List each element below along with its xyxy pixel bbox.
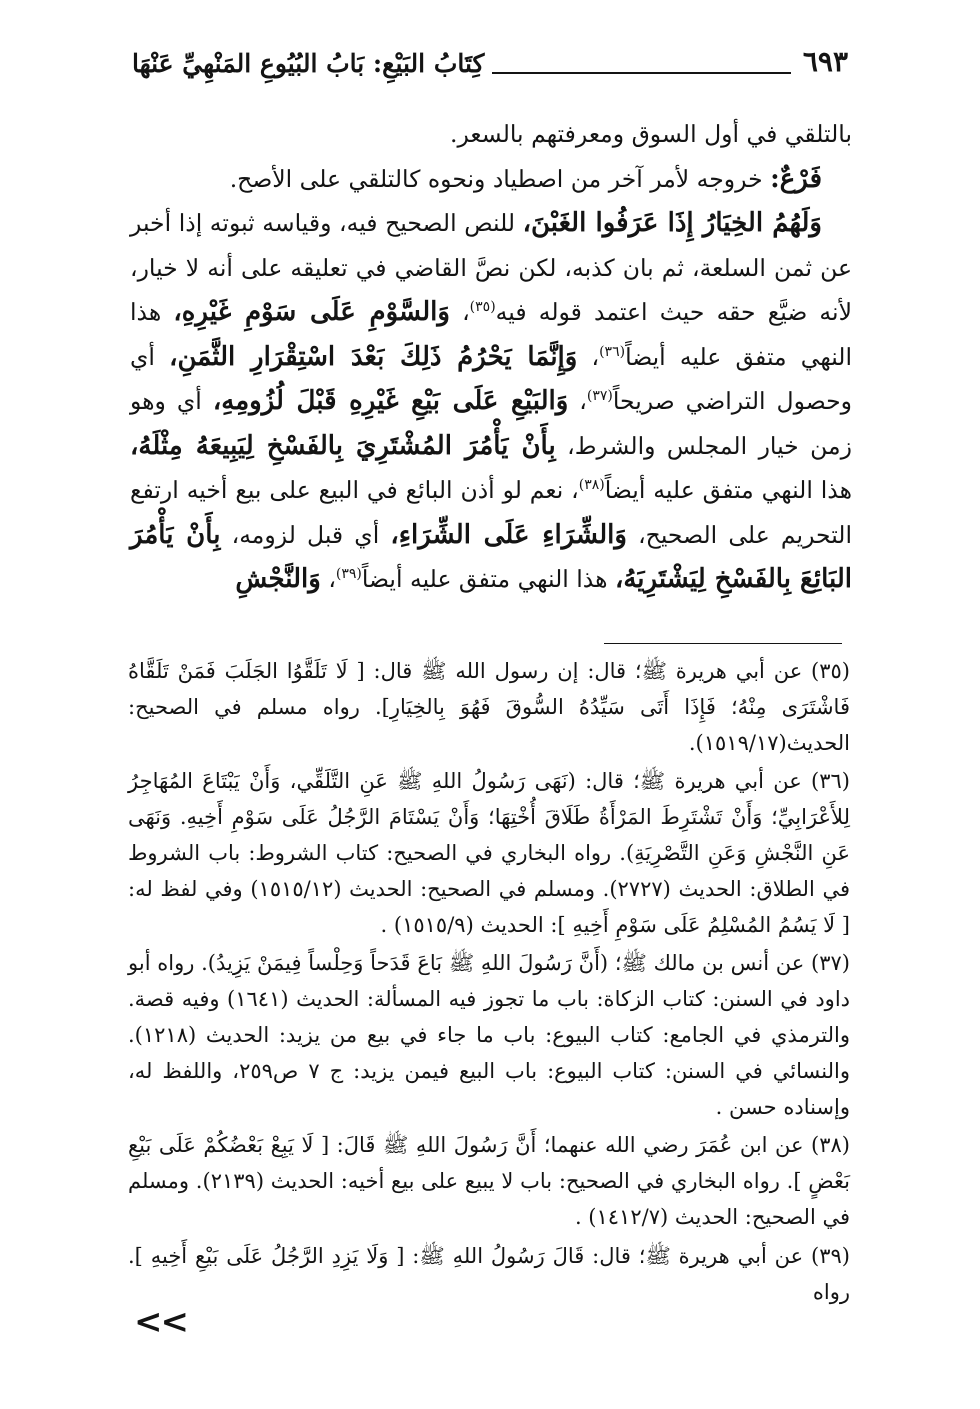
continuation-mark: << — [134, 1302, 187, 1342]
footnote-ref: (٣٦) — [599, 343, 626, 360]
matn-text: بِأَنْ يَأْمُرَ المُشْتَرِيَ بِالفَسْخِ لِيَبِيعَهُ مِثْلَهُ، — [130, 430, 556, 461]
sharh-text: هذا النهي متفق عليه أيضاً — [130, 298, 852, 371]
matn-text: وَلَهُمُ الخِيَارُ إِذَا عَرَفُوا الغَبْنَ، — [522, 208, 822, 238]
sharh-text: للنص الصحيح فيه، وقياسه ثبوته إذا أخبر عن ثمن السلعة، ثم بان كذبه، لكن نصَّ القاضي في تعليقه على أنه لا خيار، لأنه ضيَّع حقه حيث اعتمد قوله فيه — [130, 209, 852, 326]
paragraph — [130, 157, 852, 202]
footnote-39: (٣٩) عن أبي هريرة ﷺ؛ قال: قَالَ رَسُولُ اللهِ ﷺ: [ وَلَا يَزِدِ الرَّجُلُ عَلَى بَيْعِ أَخِيهِ ]. رواه — [128, 1243, 850, 1304]
footnote-35: (٣٥) عن أبي هريرة ﷺ؛ قال: إن رسول الله ﷺ قال: [ لَا تَلَقَّوُا الجَلَبَ فَمَنْ تَلَقَّاهُ فَاشْتَرَى مِنْهُ؛ فَإِذَا أَتَى سَيِّدُهُ السُّوقَ فَهُوَ بِالخِيَارِ]. رواه مسلم في الصحيح: الحديث(١٥١٩/١٧). — [128, 659, 850, 755]
matn-text: وَالشِّرَاءِ عَلَى الشِّرَاءِ، — [390, 519, 627, 550]
footnote-separator — [604, 643, 842, 644]
far-label: فَرْعٌ: — [770, 163, 822, 194]
sharh-text: ، — [320, 565, 336, 593]
footnote-ref: (٣٥) — [469, 299, 496, 316]
paragraph-text: خروجه لأمر آخر من اصطياد ونحوه كالتلقي على الأصح. — [229, 164, 771, 193]
matn-text: وَالسَّوْمِ عَلَى سَوْمِ غَيْرِهِ، — [173, 297, 450, 327]
sharh-text: أي وحصول التراضي صريحاً — [130, 342, 852, 415]
matn-text: بِأَنْ يَأْمُرَ البَائِعَ بِالفَسْخِ لِيَشْتَرِيَهُ، — [130, 519, 852, 594]
footnote-ref: (٣٧) — [586, 388, 613, 405]
main-text — [130, 112, 852, 602]
paragraph — [130, 201, 852, 602]
sharh-text: ، نعم لو أذن البائع في البيع على بيع أخيه ارتفع التحريم على الصحيح، — [130, 476, 852, 549]
matn-text: وَالبَيْعِ عَلَى بَيْعِ غَيْرِهِ قَبْلَ لُزُومِهِ، — [212, 386, 569, 416]
sharh-text: أي قبل لزومه، — [220, 520, 391, 549]
footnotes — [128, 654, 850, 1313]
matn-text: وَالنَّجْشِ — [235, 564, 321, 594]
paragraph: بالتلقي في أول السوق ومعرفتهم بالسعر. — [450, 120, 852, 148]
running-header — [132, 38, 852, 86]
matn-text: وَإِنَّمَا يَحْرُمُ ذَلِكَ بَعْدَ اسْتِقْرَارِ الثَّمَنِ، — [169, 341, 578, 372]
sharh-text: ، — [449, 298, 470, 326]
footnote-ref: (٣٩) — [335, 566, 362, 583]
footnote-36: (٣٦) عن أبي هريرة ﷺ؛ قال: (نَهَى رَسُولُ اللهِ ﷺ عَنِ التَّلَقِّي، وَأَنْ يَبْتَاعَ المُهَاجِرُ لِلأَعْرَابِيِّ؛ وَأَنْ تَشْتَرِطَ المَرْأَةُ طَلَاقَ أُخْتِهَا؛ وَأَنْ يَسْتَامَ الرَّجُلُ عَلَى سَوْمِ أَخِيهِ. وَنَهَى عَنِ النَّجْشِ وَعَنِ التَّصْرِيَةِ). رواه البخاري في الصحيح: كتاب الشروط: باب الشروط في الطلاق: الحديث (٢٧٢٧). ومسلم في الصحيح: الحديث (١٥١٥/١٢) وفي لفظ له: [ لَا يَسُمُ المُسْلِمُ عَلَى سَوْمِ أَخِيهِ ]: الحديث (١٥١٥/٩) . — [128, 769, 850, 937]
page-number: ٦٩٣ — [802, 45, 848, 78]
header-rule — [492, 72, 790, 74]
sharh-text: ، — [577, 342, 600, 371]
sharh-text: ، — [568, 387, 587, 415]
sharh-text: هذا النهي متفق عليه أيضاً — [604, 476, 852, 504]
footnote-ref: (٣٨) — [578, 477, 605, 494]
footnote-37: (٣٧) عن أنس بن مالك ﷺ؛ (أَنَّ رَسُولَ اللهِ ﷺ بَاعَ قَدَحاً وَحِلْساً فِيمَنْ يَزِيدُ). رواه أبو داود في السنن: كتاب الزكاة: باب ما تجوز فيه المسألة: الحديث (١٦٤١) وفيه قصة. والترمذي في الجامع: كتاب البيوع: باب ما جاء في بيع من يزيد: الحديث (١٢١٨). والنسائي في السنن: كتاب البيوع: باب البيع فيمن يزيد: ج ٧ ص٢٥٩، واللفظ له، وإسناده حسن . — [128, 951, 851, 1119]
running-title: كِتَابُ البَيْعِ: بَابُ البُيُوعِ المَنْهِيِّ عَنْهَا — [132, 49, 485, 78]
sharh-text: هذا النهي متفق عليه أيضاً — [361, 565, 615, 593]
sharh-text: أي وهو زمن خيار المجلس والشرط، — [130, 387, 852, 460]
footnote-38: (٣٨) عن ابن عُمَرَ رضي الله عنهما؛ أَنَّ رَسُولَ اللهِ ﷺ قَالَ: [ لَا يَبِعْ بَعْضُكُمْ عَلَى بَيْعِ بَعْضٍ ]. رواه البخاري في الصحيح: باب لا يبيع على بيع أخيه: الحديث (٢١٣٩). ومسلم في الصحيح: الحديث (١٤١٢/٧) . — [128, 1133, 850, 1229]
